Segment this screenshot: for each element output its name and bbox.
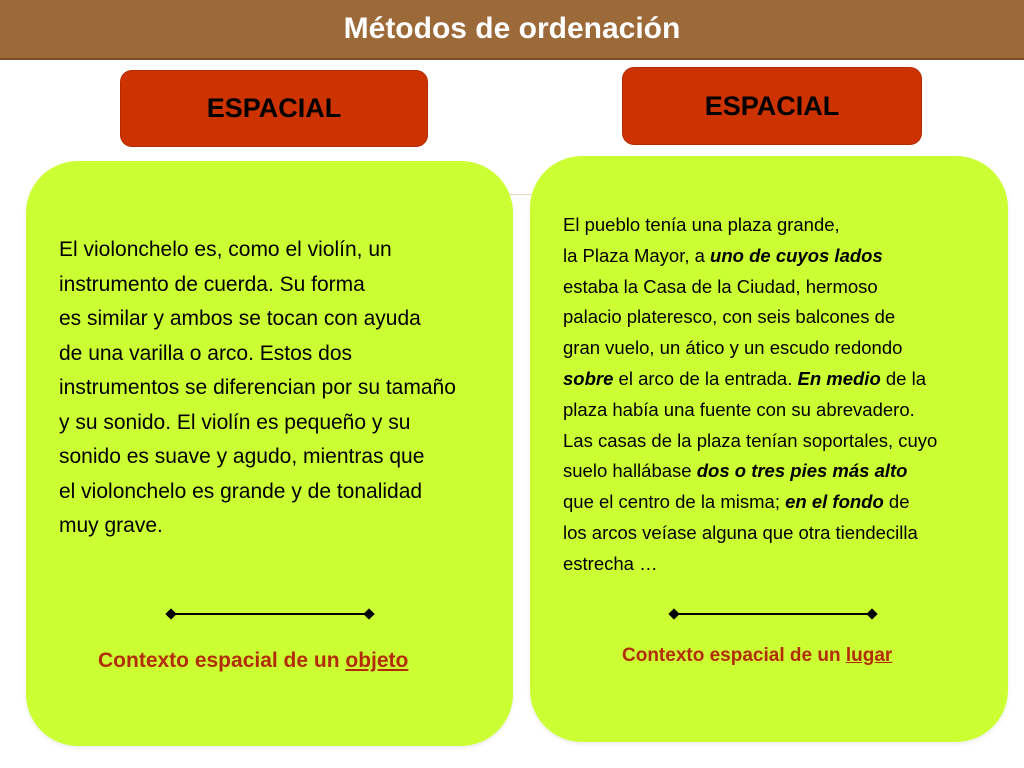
caption-objeto xyxy=(98,649,408,673)
text-plain: suelo hallábase xyxy=(563,460,697,482)
text-plain: que el centro de la misma; xyxy=(563,491,786,513)
text-line: estrecha … xyxy=(563,552,658,574)
emphasis-text: sobre xyxy=(563,367,614,389)
lugar-description xyxy=(563,210,1003,580)
connector-line xyxy=(171,613,369,615)
text-line xyxy=(563,364,1003,395)
emphasis-text: dos o tres pies más alto xyxy=(696,460,908,482)
text-line: gran vuelo, un ático y un escudo redondo xyxy=(563,337,903,359)
objeto-description xyxy=(59,233,519,544)
panel-objeto xyxy=(26,161,513,746)
text-line: estaba la Casa de la Ciudad, hermoso xyxy=(563,275,878,297)
text-line: El violonchelo es, como el violín, un xyxy=(59,238,392,261)
text-line: El pueblo tenía una plaza grande, xyxy=(563,214,840,235)
slide-title: Métodos de ordenación xyxy=(0,0,1024,60)
text-plain: la Plaza Mayor, a xyxy=(563,244,711,266)
text-line xyxy=(563,456,1003,487)
text-plain: el arco de la entrada. xyxy=(613,367,798,389)
text-line: de una varilla o arco. Estos dos xyxy=(59,341,352,365)
emphasis-text: en el fondo xyxy=(785,491,884,513)
panel-lugar xyxy=(530,156,1008,742)
text-line: palacio plateresco, con seis balcones de xyxy=(563,306,896,328)
caption-keyword: lugar xyxy=(845,645,893,666)
text-line: muy grave. xyxy=(59,514,163,537)
emphasis-text: uno de cuyos lados xyxy=(710,244,883,266)
tag-espacial-right: ESPACIAL xyxy=(622,67,922,145)
tag-espacial-left: ESPACIAL xyxy=(120,70,428,147)
text-line: sonido es suave y agudo, mientras que xyxy=(59,445,425,468)
text-line: y su sonido. El violín es pequeño y su xyxy=(59,410,411,434)
text-line: el violonchelo es grande y de tonalidad xyxy=(59,479,423,503)
text-line xyxy=(563,487,1003,518)
text-line: los arcos veíase alguna que otra tiendecilla xyxy=(563,521,918,543)
connector-line xyxy=(674,613,872,615)
text-line: plaza había una fuente con su abrevadero. xyxy=(563,398,915,420)
text-line: instrumentos se diferencian por su tamaño xyxy=(59,376,456,399)
caption-prefix: Contexto espacial de un xyxy=(622,645,846,666)
emphasis-text: En medio xyxy=(797,367,881,389)
text-plain: de la xyxy=(880,367,927,389)
text-line: instrumento de cuerda. Su forma xyxy=(59,272,365,296)
caption-keyword: objeto xyxy=(345,649,409,672)
caption-prefix: Contexto espacial de un xyxy=(98,649,346,672)
text-plain: de xyxy=(883,491,910,513)
caption-lugar xyxy=(622,645,892,667)
text-line xyxy=(563,241,1003,272)
text-line: Las casas de la plaza tenían soportales, cuyo xyxy=(563,429,938,451)
text-line: es similar y ambos se tocan con ayuda xyxy=(59,307,421,330)
